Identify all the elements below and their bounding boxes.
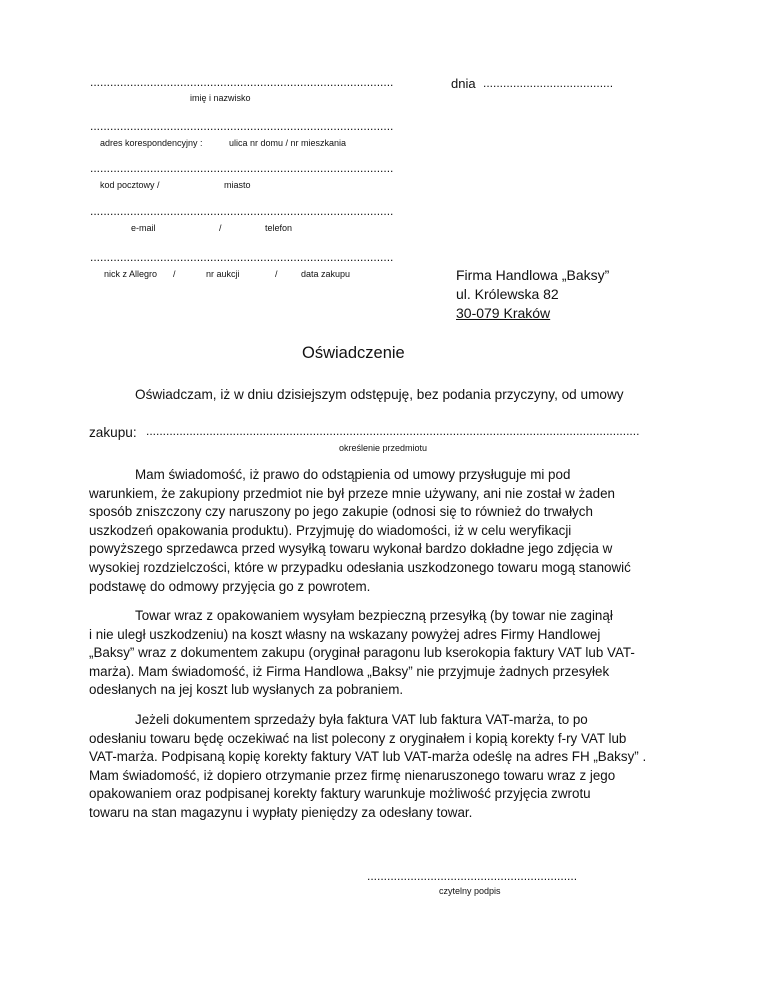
paragraph-shipping [89, 607, 695, 700]
paragraph-line: marża). Mam świadomość, iż Firma Handlowa „Baksy” nie przyjmuje żadnych przesyłek [89, 663, 610, 679]
date-field-line[interactable]: ....................................... [483, 76, 614, 90]
item-description-label: określenie przedmiotu [339, 443, 428, 453]
email-label: e-mail [131, 223, 156, 233]
allegro-field-line[interactable]: ........................................................................................... [90, 250, 394, 264]
purchase-date-label: data zakupu [301, 269, 351, 279]
paragraph-line: Jeżeli dokumentem sprzedaży była faktura VAT lub faktura VAT-marża, to po [135, 712, 588, 727]
paragraph-line: wysokiej rozdzielczości, które w przypadku odesłania uszkodzonego towaru mogą stanowić [89, 559, 631, 575]
name-field-line[interactable]: ........................................................................................... [90, 75, 394, 89]
paragraph-line: Mam świadomość, iż prawo do odstąpienia od umowy przysługuje mi pod [135, 467, 571, 482]
recipient-street: ul. Królewska 82 [456, 286, 559, 302]
separator-slash: / [173, 269, 176, 279]
date-label: dnia [451, 76, 476, 91]
intro-text: Oświadczam, iż w dniu dzisiejszym odstępuję, bez podania przyczyny, od umowy [135, 387, 624, 402]
signature-label: czytelny podpis [439, 886, 501, 896]
paragraph-line: towaru na stan magazynu i wypłaty pieniędzy za odesłany towar. [89, 804, 473, 820]
paragraph-rights [89, 466, 695, 596]
allegro-nick-label: nick z Allegro [104, 269, 158, 279]
recipient-city: 30-079 Kraków [456, 305, 551, 321]
paragraph-line: sposób zniszczony czy naruszony po jego zakupie (odnosi się to również do trwałych [89, 504, 593, 520]
paragraph-line: Mam świadomość, iż dopiero otrzymanie przez firmę nienaruszonego towaru wraz z jego [89, 767, 616, 783]
paragraph-line: podstawę do odmowy przyjęcia go z powrotem. [89, 578, 371, 594]
document-title: Oświadczenie [302, 344, 405, 362]
signature-field-line[interactable]: ............................................................... [367, 869, 578, 883]
postcode-label: kod pocztowy / [100, 180, 160, 190]
name-label: imię i nazwisko [190, 93, 251, 103]
paragraph-line: odesłaniu towaru będę oczekiwać na list polecony z oryginałem i kopią korekty f-ry VAT lub [89, 730, 627, 746]
auction-number-label: nr aukcji [206, 269, 240, 279]
paragraph-line: uszkodzeń opakowania produktu). Przyjmuję do wiadomości, iż w celu weryfikacji [89, 522, 572, 538]
street-label: ulica nr domu / nr mieszkania [229, 138, 347, 148]
paragraph-line: warunkiem, że zakupiony przedmiot nie był przeze mnie używany, ani nie został w żaden [89, 485, 615, 501]
purchase-prefix: zakupu: [89, 425, 137, 440]
recipient-company: Firma Handlowa „Baksy” [456, 267, 610, 283]
address-field-line[interactable]: ........................................................................................... [90, 119, 394, 133]
phone-label: telefon [265, 223, 293, 233]
paragraph-line: odesłanych na jej koszt lub wysłanych za pobraniem. [89, 682, 404, 698]
email-phone-field-line[interactable]: ........................................................................................... [90, 204, 394, 218]
paragraph-invoice [89, 711, 695, 823]
separator-slash: / [219, 223, 222, 233]
separator-slash: / [275, 269, 278, 279]
paragraph-line: VAT-marża. Podpisaną kopię korekty faktury VAT lub VAT-marża odeślę na adres FH „Baksy” . [89, 749, 647, 765]
postcode-city-field-line[interactable]: ........................................................................................... [90, 161, 394, 175]
purchase-item-field-line[interactable]: .................................................................................................................................................... [146, 424, 640, 438]
paragraph-line: opakowaniem oraz podpisanej korekty faktury warunkuje możliwość przyjęcia zwrotu [89, 786, 591, 802]
city-label: miasto [224, 180, 251, 190]
paragraph-line: „Baksy” wraz z dokumentem zakupu (oryginał paragonu lub kserokopia faktury VAT lub VAT- [89, 645, 635, 661]
paragraph-line: powyższego sprzedawca przed wysyłką towaru wykonał bardzo dokładne jego zdjęcia w [89, 541, 613, 557]
paragraph-line: i nie uległ uszkodzeniu) na koszt własny na wskazany powyżej adres Firmy Handlowej [89, 626, 601, 642]
paragraph-line: Towar wraz z opakowaniem wysyłam bezpieczną przesyłką (by towar nie zaginął [135, 608, 613, 623]
address-label: adres korespondencyjny : [100, 138, 203, 148]
